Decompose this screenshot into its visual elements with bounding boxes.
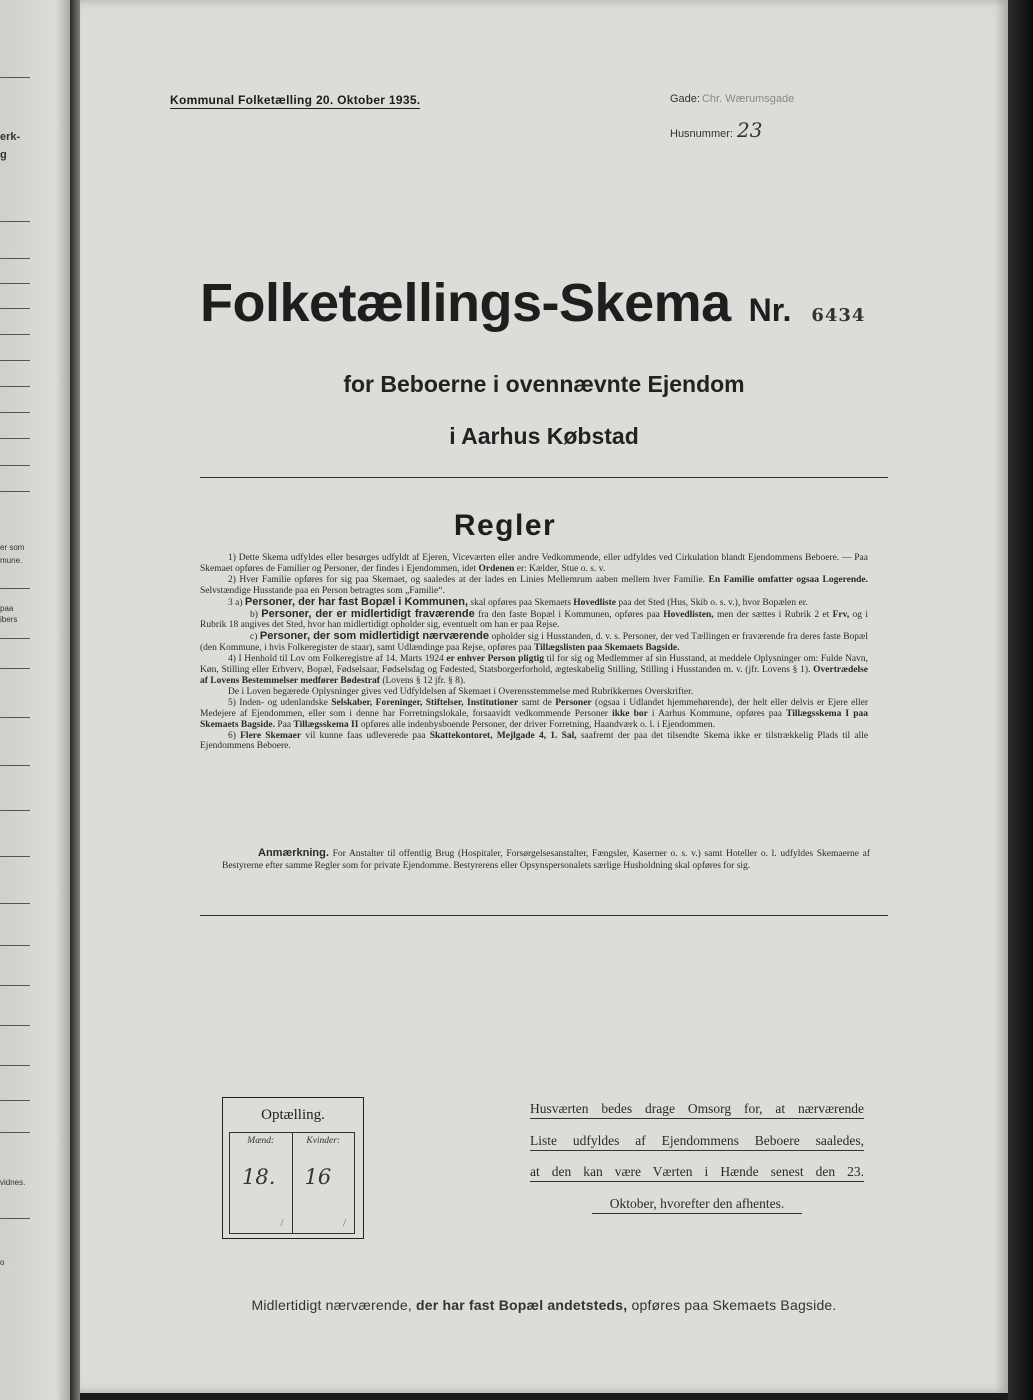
- landlord-notice: [530, 1100, 864, 1226]
- tally-women-column: [292, 1133, 355, 1233]
- house-number-line: [670, 118, 762, 142]
- prev-page-rule: [0, 945, 30, 946]
- prev-page-fragment: er som: [0, 543, 25, 552]
- men-count: 18.: [242, 1165, 276, 1189]
- prev-page-rule: [0, 1065, 30, 1066]
- notice-line: Liste udfyldes af Ejendommens Beboere saaledes,: [530, 1132, 864, 1151]
- street-value: Chr. Wærumsgade: [701, 93, 795, 105]
- form-subtitle: for Beboerne i ovennævnte Ejendom: [343, 371, 745, 397]
- prev-page-rule: [0, 810, 30, 811]
- prev-page-rule: [0, 334, 30, 335]
- prev-page-rule: [0, 412, 30, 413]
- street-label: Gade:: [670, 93, 700, 105]
- prev-page-rule: [0, 77, 30, 78]
- notice-line: Oktober, hvorefter den afhentes.: [592, 1195, 802, 1214]
- prev-page-fragment: paa: [0, 604, 14, 613]
- page-bottom-edge: [80, 1393, 1008, 1400]
- house-number-value: 23: [736, 118, 763, 142]
- notice-line: at den kan være Værten i Hænde senest den 23.: [530, 1163, 864, 1182]
- divider: [200, 477, 888, 478]
- rule-3b: b) Personer, der er midlertidigt fraværende fra den faste Bopæl i Kommunen, opføres paa Hovedlisten, men der sættes i Rubrik 2 et Frv, og i Rubrik 18 angives det Sted, hvor han midlertidigt opholder sig, eventuelt om han er paa Rejse.: [200, 607, 868, 631]
- prev-page-rule: [0, 717, 30, 718]
- rules-text: [200, 553, 868, 752]
- prev-page-fragment: ibers: [0, 615, 18, 624]
- form-title-row: [200, 272, 920, 334]
- rule-6: 6) Flere Skemaer vil kunne faas udleverede paa Skattekontoret, Mejlgade 4, 1. Sal, saafremt der paa det tilsendte Skema ikke er tilstrækkelig Plads til alle Ejendommens Beboere.: [200, 730, 869, 752]
- women-label: Kvinder:: [306, 1136, 341, 1146]
- street-line: [670, 93, 794, 105]
- census-date-label: Kommunal Folketælling 20. Oktober 1935.: [170, 93, 421, 107]
- prev-page-rule: [0, 856, 30, 857]
- note-block: [222, 848, 870, 872]
- prev-page-rule: [0, 668, 30, 669]
- house-number-label: Husnummer:: [670, 128, 733, 140]
- prev-page-fragment: g: [0, 149, 7, 161]
- prev-page-fragment: erk-: [0, 131, 21, 143]
- prev-page-rule: [0, 283, 30, 284]
- rule-2: 2) Hver Familie opføres for sig paa Skemaet, og saaledes at der lades en Linies Mellemrum aaben mellem hver Familie. En Familie omfatter ogsaa Logerende. Selvstændige Husstande paa en Person betragtes som „Familie“.: [200, 574, 868, 596]
- form-number: 6434: [811, 305, 866, 326]
- prev-page-rule: [0, 360, 30, 361]
- form-nr-label: Nr.: [748, 292, 792, 328]
- rule-4: 4) I Henhold til Lov om Folkeregistre af 14. Marts 1924 er enhver Person pligtig til for sig og Medlemmer af sin Husstand, at meddele Oplysninger om: Fulde Navn, Køn, Stilling eller Erhverv, Bopæl, Fødselsaar, Fødselsdag og Fødested, Statsborgerforhold, ægteskabelig Stilling, Stilling i Husstanden m. v. (jfr. Lovens § 1). Overtrædelse af Lovens Bestemmelser medfører Bødestraf (Lovens § 12 jfr. § 8).: [200, 654, 869, 686]
- rule-1: 1) Dette Skema udfyldes eller besørges udfyldt af Ejeren, Viceværten eller andre Vedkommende, eller udfyldes ved Cirkulation blandt Ejendommens Beboere. — Paa Skemaet opføres de Familier og Personer, der findes i Ejendommen, idet Ordenen er: Kælder, Stue o. s. v.: [200, 553, 868, 574]
- prev-page-rule: [0, 465, 30, 466]
- previous-page-edge: [0, 0, 70, 1400]
- prev-page-rule: [0, 491, 30, 492]
- prev-page-rule: [0, 1100, 30, 1101]
- prev-page-rule: [0, 1132, 30, 1133]
- divider: [200, 915, 888, 916]
- tally-grid: [229, 1132, 355, 1234]
- prev-page-rule: [0, 903, 30, 904]
- check-mark-icon: /: [342, 1217, 346, 1229]
- prev-page-rule: [0, 638, 30, 639]
- check-mark-icon: /: [280, 1217, 284, 1229]
- book-gutter: [70, 0, 80, 1400]
- prev-page-rule: [0, 386, 30, 387]
- notice-line: Husværten bedes drage Omsorg for, at nærværende: [530, 1100, 864, 1119]
- prev-page-rule: [0, 1025, 30, 1026]
- form-title: Folketællings-Skema: [200, 273, 731, 333]
- census-form-page: [80, 0, 1008, 1393]
- prev-page-rule: [0, 985, 30, 986]
- note-text: For Anstalter til offentlig Brug (Hospitaler, Forsørgelsesanstalter, Fængsler, Kaserner o. s. v.) samt Hoteller o. l. udfyldes Skemaerne af Bestyrerne efter samme Regler som for private Ejendomme. Bestyrerens eller Opsynspersonalets særlige Husholdning skal opføres for sig.: [222, 849, 871, 871]
- rule-3a: 3 a) Personer, der har fast Bopæl i Kommunen, skal opføres paa Skemaets Hovedliste paa det Sted (Hus, Skib o. s. v.), hvor Bopælen er.: [228, 595, 808, 608]
- prev-page-fragment: vidnes.: [0, 1178, 26, 1187]
- rule-4b: De i Loven begærede Oplysninger gives ved Udfyldelsen af Skemaet i Overensstemmelse med Rubrikkernes Overskrifter.: [228, 686, 694, 697]
- prev-page-fragment: mune.: [0, 556, 23, 565]
- prev-page-rule: [0, 438, 30, 439]
- women-count: 16: [304, 1165, 332, 1189]
- rules-heading: Regler: [453, 509, 557, 542]
- page-edge-shadow: [1008, 0, 1033, 1400]
- tally-title: Optælling.: [261, 1107, 325, 1123]
- prev-page-rule: [0, 258, 30, 259]
- prev-page-rule: [0, 1218, 30, 1219]
- footer-note: Midlertidigt nærværende, der har fast Bopæl andetsteds, opføres paa Skemaets Bagside.: [251, 1297, 837, 1313]
- prev-page-rule: [0, 765, 30, 766]
- rule-5: 5) Inden- og udenlandske Selskaber, Foreninger, Stiftelser, Institutioner samt de Personer (ogsaa i Udlandet hjemmehørende), der helt eller delvis er Ejere eller Medejere af Ejendommen, eller som i denne har Forretningslokale, forsaavidt vedkommende Personer ikke bor i Aarhus Kommune, opføres paa Tillægsskema I paa Skemaets Bagside. Paa Tillægsskema II opføres alle indenbysboende Personer, der driver Forretning, Haandværk o. l. i Ejendommen.: [200, 697, 868, 730]
- prev-page-fragment: o: [0, 1258, 5, 1267]
- prev-page-rule: [0, 221, 30, 222]
- form-subtitle-city: i Aarhus Købstad: [449, 423, 639, 449]
- note-label: Anmærkning.: [258, 847, 329, 859]
- tally-box: [222, 1097, 364, 1239]
- tally-men-column: [230, 1133, 292, 1233]
- men-label: Mænd:: [247, 1136, 275, 1146]
- prev-page-rule: [0, 308, 30, 309]
- prev-page-rule: [0, 588, 30, 589]
- rule-3c: c) Personer, der som midlertidigt nærværende opholder sig i Husstanden, d. v. s. Personer, der ved Tællingen er fraværende fra deres faste Bopæl (den Kommune, i hvis Folkeregister de staar), samt Udlændinge paa Rejse, opføres paa Tillægslisten paa Skemaets Bagside.: [200, 630, 869, 654]
